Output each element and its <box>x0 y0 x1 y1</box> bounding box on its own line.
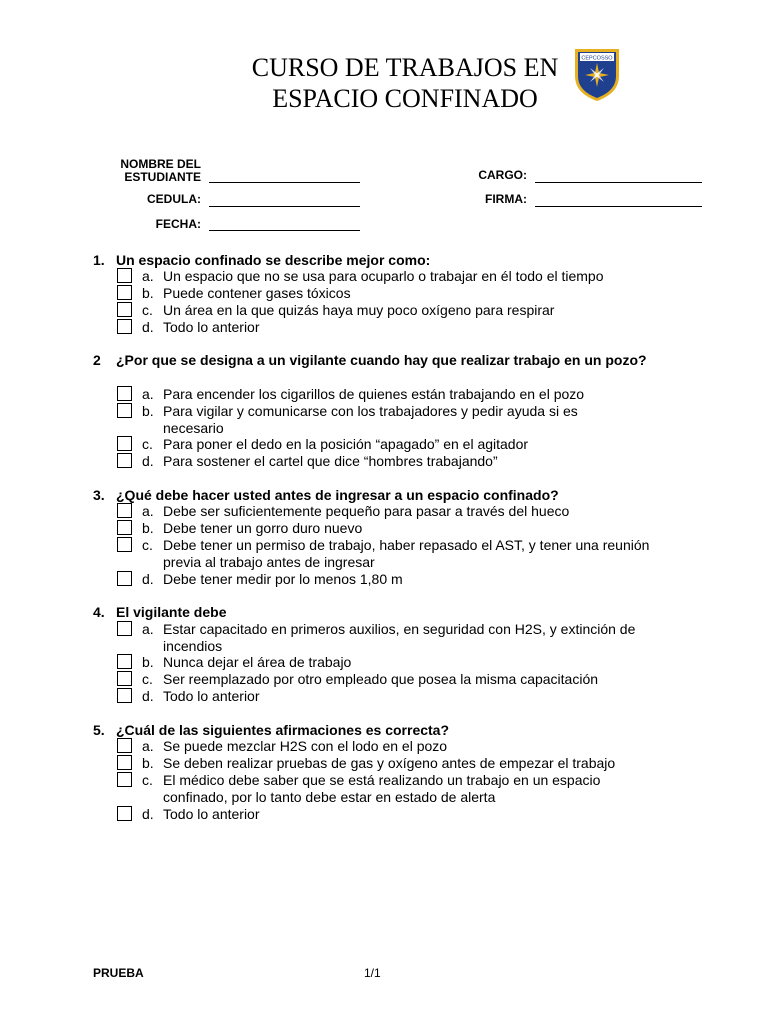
option-text: Todo lo anterior <box>163 806 260 822</box>
q1-option-a[interactable] <box>117 268 683 285</box>
q5-option-a[interactable] <box>117 738 683 755</box>
option-letter: d. <box>142 453 154 469</box>
q3-option-c[interactable] <box>117 537 663 571</box>
title-line-2: ESPACIO CONFINADO <box>272 84 538 113</box>
option-letter: c. <box>142 537 153 553</box>
checkbox[interactable] <box>117 386 132 401</box>
question-5 <box>93 722 661 738</box>
compass-star-shield-icon <box>572 46 622 102</box>
title-line-1: CURSO DE TRABAJOS EN <box>251 53 559 82</box>
q2-option-a[interactable] <box>117 386 683 403</box>
logo-label: CEPCOSSO <box>581 55 613 62</box>
option-letter: c. <box>142 772 153 788</box>
checkbox[interactable] <box>117 268 132 283</box>
option-text: Debe tener un permiso de trabajo, haber repasado el AST, y tener una reunión previa al trabajo antes de ingresar <box>163 537 650 570</box>
q1-option-c[interactable] <box>117 302 683 319</box>
option-letter: d. <box>142 688 154 704</box>
question-4 <box>93 604 661 620</box>
question-number: 3. <box>93 487 105 503</box>
option-letter: c. <box>142 436 153 452</box>
option-text: Para poner el dedo en la posición “apagado” en el agitador <box>163 436 529 452</box>
question-number: 5. <box>93 722 105 738</box>
option-text: Para encender los cigarillos de quienes están trabajando en el pozo <box>163 386 585 402</box>
option-text: Puede contener gases tóxicos <box>163 285 351 301</box>
option-text: Para vigilar y comunicarse con los trabajadores y pedir ayuda si es necesario <box>163 403 578 436</box>
checkbox[interactable] <box>117 621 132 636</box>
q2-option-c[interactable] <box>117 436 683 453</box>
option-letter: a. <box>142 621 154 637</box>
checkbox[interactable] <box>117 302 132 317</box>
question-2 <box>93 352 661 368</box>
option-letter: a. <box>142 738 154 754</box>
option-letter: b. <box>142 403 154 419</box>
option-text: Un área en la que quizás haya muy poco oxígeno para respirar <box>163 302 555 318</box>
checkbox[interactable] <box>117 436 132 451</box>
firma-label: FIRMA: <box>485 192 527 206</box>
fecha-label: FECHA: <box>155 217 201 231</box>
option-text: Debe tener medir por lo menos 1,80 m <box>163 571 403 587</box>
option-letter: a. <box>142 268 154 284</box>
option-text: El médico debe saber que se está realizando un trabajo en un espacio confinado, por lo tanto debe estar en estado de alerta <box>163 772 601 805</box>
q4-option-b[interactable] <box>117 654 683 671</box>
question-number: 2 <box>93 352 101 368</box>
question-text: ¿Qué debe hacer usted antes de ingresar a un espacio confinado? <box>116 487 559 503</box>
option-letter: a. <box>142 503 154 519</box>
option-text: Nunca dejar el área de trabajo <box>163 654 352 670</box>
page-number: 1/1 <box>364 966 381 980</box>
checkbox[interactable] <box>117 806 132 821</box>
q5-option-d[interactable] <box>117 806 683 823</box>
option-text: Todo lo anterior <box>163 319 260 335</box>
checkbox[interactable] <box>117 319 132 334</box>
question-1 <box>93 252 661 268</box>
checkbox[interactable] <box>117 285 132 300</box>
q1-option-b[interactable] <box>117 285 683 302</box>
question-text: ¿Cuál de las siguientes afirmaciones es correcta? <box>116 722 450 738</box>
option-letter: b. <box>142 520 154 536</box>
q4-option-d[interactable] <box>117 688 683 705</box>
option-text: Un espacio que no se usa para ocuparlo o trabajar en él todo el tiempo <box>163 268 604 284</box>
option-letter: b. <box>142 755 154 771</box>
question-text: ¿Por que se designa a un vigilante cuando hay que realizar trabajo en un pozo? <box>116 352 647 368</box>
checkbox[interactable] <box>117 738 132 753</box>
option-text: Debe tener un gorro duro nuevo <box>163 520 363 536</box>
q5-option-b[interactable] <box>117 755 683 772</box>
option-text: Se puede mezclar H2S con el lodo en el pozo <box>163 738 448 754</box>
cedula-input-line[interactable] <box>209 206 360 207</box>
option-letter: d. <box>142 319 154 335</box>
cargo-label: CARGO: <box>478 168 527 182</box>
q1-option-d[interactable] <box>117 319 683 336</box>
option-letter: b. <box>142 285 154 301</box>
question-text: Un espacio confinado se describe mejor como: <box>116 252 431 268</box>
q3-option-d[interactable] <box>117 571 683 588</box>
nombre-label: NOMBRE DEL ESTUDIANTE <box>120 157 201 184</box>
option-letter: d. <box>142 806 154 822</box>
cargo-input-line[interactable] <box>535 182 702 183</box>
question-3 <box>93 487 661 503</box>
q4-option-c[interactable] <box>117 671 683 688</box>
option-letter: c. <box>142 671 153 687</box>
q3-option-a[interactable] <box>117 503 683 520</box>
option-letter: b. <box>142 654 154 670</box>
q3-option-b[interactable] <box>117 520 683 537</box>
checkbox[interactable] <box>117 654 132 669</box>
checkbox[interactable] <box>117 772 132 787</box>
checkbox[interactable] <box>117 453 132 468</box>
question-number: 1. <box>93 252 105 268</box>
document-title <box>220 52 590 114</box>
question-text: El vigilante debe <box>116 604 227 620</box>
option-letter: d. <box>142 571 154 587</box>
firma-input-line[interactable] <box>535 206 702 207</box>
q5-option-c[interactable] <box>117 772 663 806</box>
checkbox[interactable] <box>117 403 132 418</box>
q2-option-d[interactable] <box>117 453 683 470</box>
option-text: Se deben realizar pruebas de gas y oxígeno antes de empezar el trabajo <box>163 755 616 771</box>
q2-option-b[interactable] <box>117 403 633 437</box>
cedula-label: CEDULA: <box>147 192 201 206</box>
footer-label: PRUEBA <box>93 966 144 980</box>
option-letter: c. <box>142 302 153 318</box>
option-letter: a. <box>142 386 154 402</box>
fecha-input-line[interactable] <box>209 230 360 231</box>
option-text: Ser reemplazado por otro empleado que posea la misma capacitación <box>163 671 599 687</box>
q4-option-a[interactable] <box>117 621 673 655</box>
option-text: Estar capacitado en primeros auxilios, en seguridad con H2S, y extinción de incendios <box>163 621 636 654</box>
checkbox[interactable] <box>117 671 132 686</box>
checkbox[interactable] <box>117 688 132 703</box>
checkbox[interactable] <box>117 503 132 518</box>
checkbox[interactable] <box>117 537 132 552</box>
checkbox[interactable] <box>117 755 132 770</box>
checkbox[interactable] <box>117 571 132 586</box>
option-text: Todo lo anterior <box>163 688 260 704</box>
question-number: 4. <box>93 604 105 620</box>
option-text: Debe ser suficientemente pequeño para pasar a través del hueco <box>163 503 570 519</box>
nombre-input-line[interactable] <box>209 182 360 183</box>
option-text: Para sostener el cartel que dice “hombres trabajando” <box>163 453 498 469</box>
checkbox[interactable] <box>117 520 132 535</box>
